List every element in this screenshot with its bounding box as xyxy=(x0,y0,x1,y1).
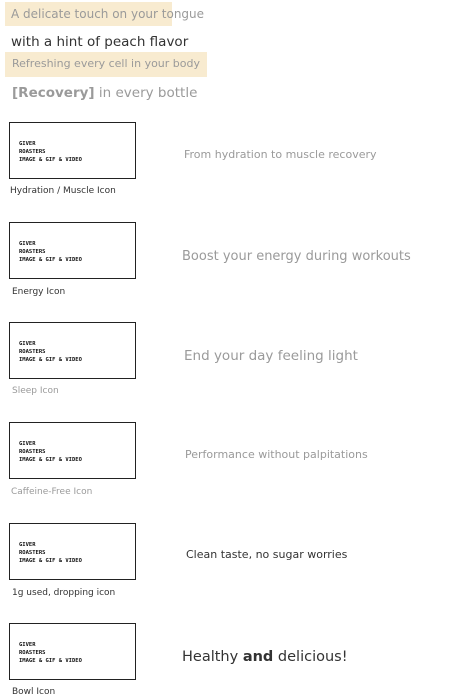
feature-image-2 xyxy=(9,222,136,279)
and-emphasis: and xyxy=(242,649,274,665)
intro-line-4-rest: in every bottle xyxy=(94,85,198,101)
logo-placeholder: GIVER ROASTERS IMAGE & GIF & VIDEO xyxy=(19,341,82,363)
feature-desc-5: Clean taste, no sugar worries xyxy=(186,548,348,561)
feature-caption-3: Sleep Icon xyxy=(12,386,59,396)
feature-caption-4: Caffeine-Free Icon xyxy=(11,487,93,497)
feature-desc-2: Boost your energy during workouts xyxy=(182,249,411,264)
logo-placeholder: GIVER ROASTERS IMAGE & GIF & VIDEO xyxy=(19,542,82,564)
recovery-label: [Recovery] xyxy=(12,85,95,101)
feature-desc-1: From hydration to muscle recovery xyxy=(184,148,377,161)
logo-placeholder: GIVER ROASTERS IMAGE & GIF & VIDEO xyxy=(19,241,82,263)
logo-placeholder: GIVER ROASTERS IMAGE & GIF & VIDEO xyxy=(19,642,82,664)
feature-image-3 xyxy=(9,322,136,379)
feature-image-6 xyxy=(9,623,136,680)
feature-caption-5: 1g used, dropping icon xyxy=(12,588,116,598)
feature-caption-2: Energy Icon xyxy=(12,287,66,297)
feature-desc-4: Performance without palpitations xyxy=(185,448,368,461)
feature-caption-1: Hydration / Muscle Icon xyxy=(10,186,116,196)
logo-placeholder: GIVER ROASTERS IMAGE & GIF & VIDEO xyxy=(19,141,82,163)
feature-desc-6: Healthy and delicious! xyxy=(182,649,348,665)
feature-image-5 xyxy=(9,523,136,580)
intro-line-1: A delicate touch on your tongue xyxy=(11,7,205,21)
intro-line-4 xyxy=(12,85,197,101)
intro-line-3: Refreshing every cell in your body xyxy=(12,57,201,70)
feature-desc-3: End your day feeling light xyxy=(184,348,358,364)
feature-image-1 xyxy=(9,122,136,179)
feature-image-4 xyxy=(9,422,136,479)
logo-placeholder: GIVER ROASTERS IMAGE & GIF & VIDEO xyxy=(19,441,82,463)
feature-caption-6: Bowl Icon xyxy=(12,687,56,697)
intro-line-2: with a hint of peach flavor xyxy=(11,34,189,50)
